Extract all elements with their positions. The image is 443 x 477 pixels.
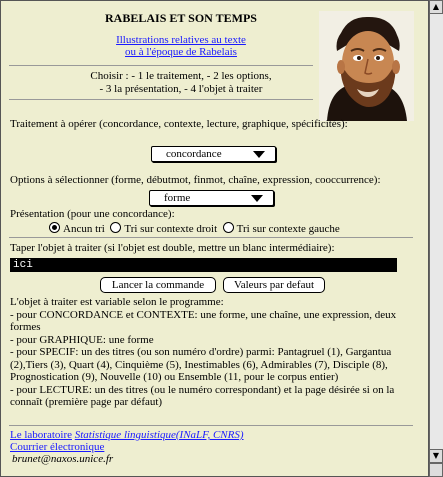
options-select[interactable] bbox=[149, 190, 274, 206]
treatment-label: Traitement à opérer (concordance, contexte, lecture, graphique, spécificités): bbox=[10, 118, 348, 130]
instructions-line1: Choisir : - 1 le traitement, - 2 les options, bbox=[90, 70, 272, 82]
help-text bbox=[10, 296, 415, 409]
lab-link[interactable]: Statistique linguistique(INaLF, CNRS) bbox=[74, 429, 244, 441]
vertical-scrollbar[interactable] bbox=[429, 0, 443, 477]
radio-unchecked-icon[interactable] bbox=[223, 222, 234, 233]
divider bbox=[9, 425, 413, 426]
radio-sort-right-label: Tri sur contexte droit bbox=[124, 223, 218, 235]
object-label: Taper l'objet à traiter (si l'objet est double, mettre un blanc intermédiaire): bbox=[10, 242, 335, 254]
radio-no-sort[interactable] bbox=[49, 223, 105, 235]
help-line: - pour CONCORDANCE et CONTEXTE: une forme, une chaîne, une expression, deux formes bbox=[10, 308, 397, 333]
email-address: brunet@naxos.unice.fr bbox=[12, 453, 114, 465]
default-values-button[interactable]: Valeurs par defaut bbox=[223, 277, 325, 293]
rabelais-portrait bbox=[319, 11, 414, 121]
page-title: RABELAIS ET SON TEMPS bbox=[105, 11, 257, 25]
dropdown-arrow-icon bbox=[251, 195, 263, 202]
lab-line bbox=[10, 429, 420, 441]
radio-sort-right[interactable] bbox=[110, 223, 217, 235]
illustrations-link-line1[interactable]: Illustrations relatives au texte bbox=[116, 34, 246, 46]
illustrations-link-line2[interactable]: ou à l'époque de Rabelais bbox=[125, 46, 237, 58]
radio-checked-icon[interactable] bbox=[49, 222, 60, 233]
presentation-label: Présentation (pour une concordance): bbox=[10, 208, 175, 220]
treatment-select[interactable] bbox=[151, 146, 276, 162]
instructions-line2: - 3 la présentation, - 4 l'objet à traiter bbox=[99, 83, 263, 95]
instructions bbox=[31, 70, 331, 96]
divider bbox=[9, 99, 313, 100]
options-selected-value: forme bbox=[164, 192, 191, 204]
radio-unchecked-icon[interactable] bbox=[110, 222, 121, 233]
help-line: - pour LECTURE: un des titres (ou le numéro correspondant) et la page désirée si on la connaît (première page par défaut) bbox=[10, 383, 395, 408]
launch-command-button[interactable]: Lancer la commande bbox=[100, 277, 216, 293]
email-link[interactable]: Courrier électronique bbox=[10, 441, 105, 453]
help-line: - pour SPECIF: un des titres (ou son numéro d'ordre) parmi: Pantagruel (1), Gargantua (2),Tiers (3), Quart (4), Cinquième (5), Inestimables (6), Admirables (7), Disciple (8), Prognostication (9), Nouvelle (10) ou Ensemble (11, pour le corpus entier) bbox=[10, 346, 392, 383]
presentation-radio-group bbox=[49, 222, 340, 235]
radio-sort-left-label: Tri sur contexte gauche bbox=[236, 223, 340, 235]
dropdown-arrow-icon bbox=[253, 151, 265, 158]
object-input[interactable]: ici bbox=[10, 258, 397, 272]
radio-no-sort-label: Ancun tri bbox=[63, 223, 105, 235]
lab-prefix-link[interactable]: Le laboratoire bbox=[10, 429, 72, 441]
scroll-down-icon[interactable]: ▼ bbox=[429, 449, 443, 463]
radio-sort-left[interactable] bbox=[223, 223, 340, 235]
divider bbox=[9, 237, 413, 238]
help-line: - pour GRAPHIQUE: une forme bbox=[10, 333, 154, 346]
treatment-selected-value: concordance bbox=[166, 148, 222, 160]
scroll-up-icon[interactable]: ▲ bbox=[429, 0, 443, 14]
help-line: L'objet à traiter est variable selon le programme: bbox=[10, 296, 224, 308]
divider bbox=[9, 65, 313, 66]
resize-corner[interactable] bbox=[429, 463, 443, 477]
options-label: Options à sélectionner (forme, débutmot, finmot, chaîne, expression, cooccurrence): bbox=[10, 174, 381, 186]
illustrations-link[interactable] bbox=[61, 34, 301, 58]
